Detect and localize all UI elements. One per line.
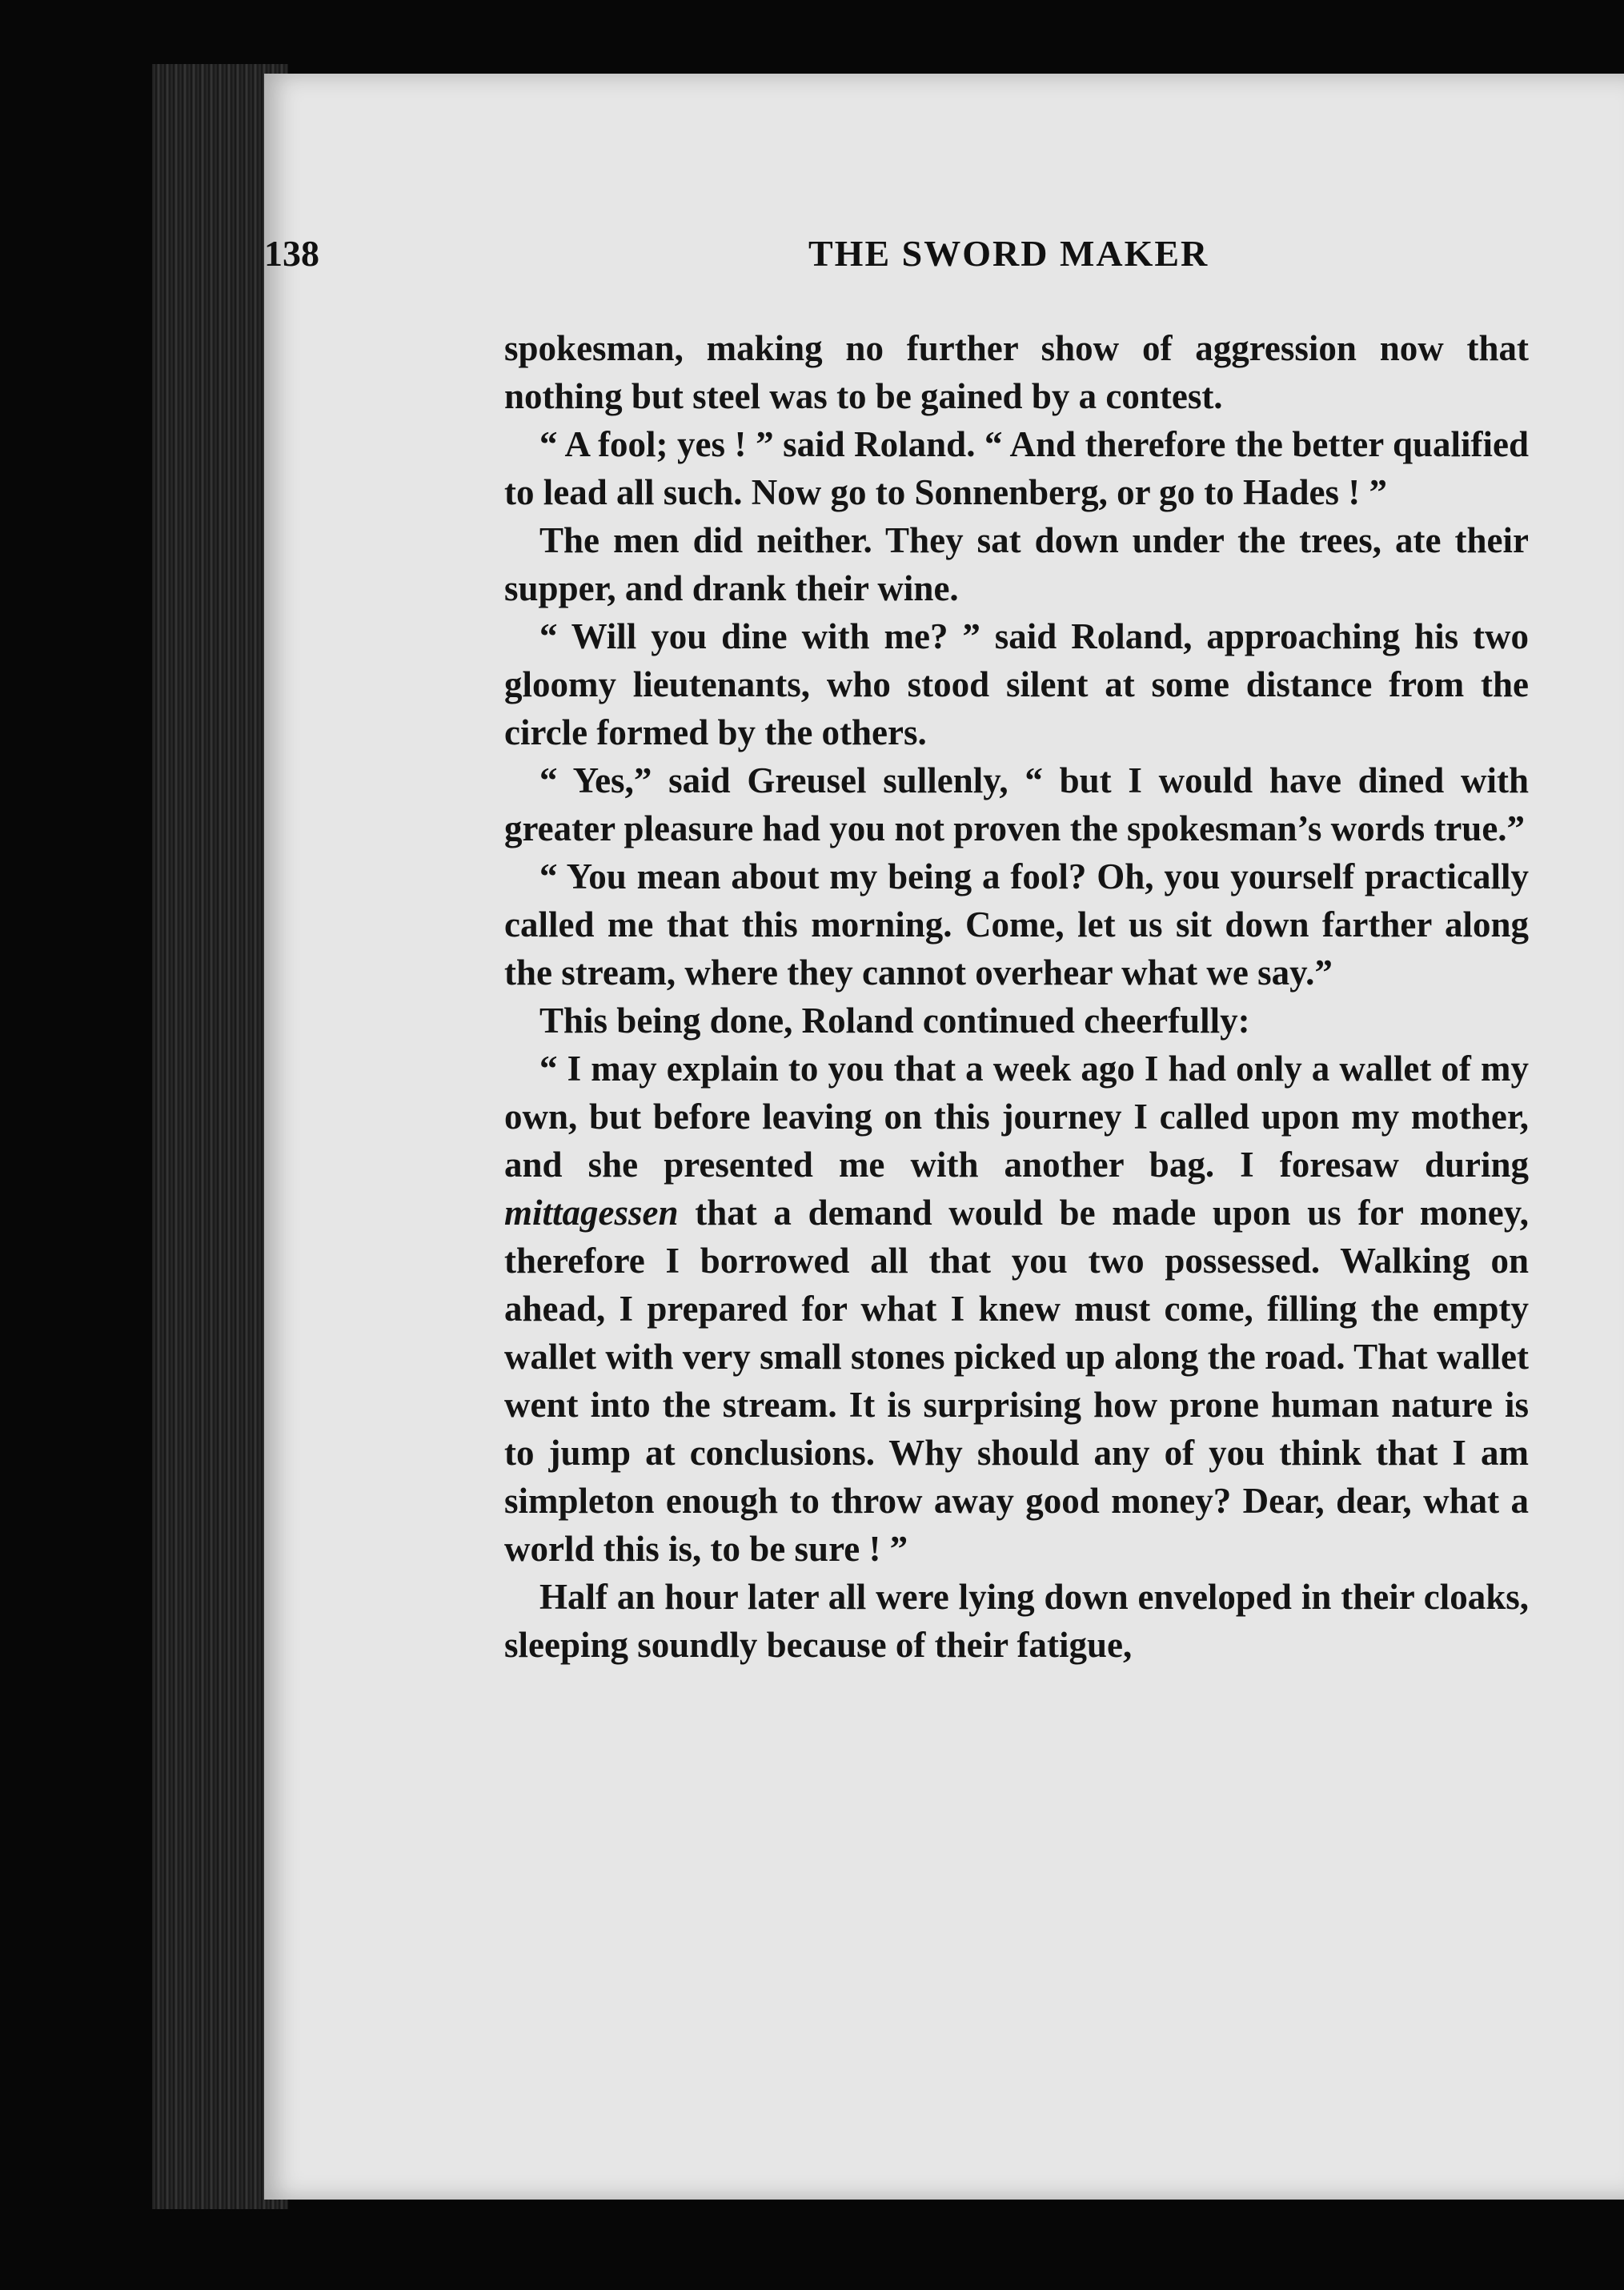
paragraph-3: The men did neither. They sat down under the trees, ate their supper, and drank their wine. [504, 520, 1529, 608]
paragraph-8-start: “ I may explain to you that a week ago I had only a wallet of my own, but before leaving on this journey I called upon my mother, and she presented me with another bag. I foresaw during [504, 1049, 1529, 1185]
body-text [504, 324, 1529, 1669]
paragraph-6: “ You mean about my being a fool? Oh, you yourself practically called me that this morning. Come, let us sit down farther along the stream, where they cannot overhear what we say.” [504, 856, 1529, 993]
paragraph-4: “ Will you dine with me? ” said Roland, approaching his two gloomy lieutenants, who stood silent at some distance from the circle formed by the others. [504, 616, 1529, 752]
foreign-word: mittagessen [504, 1193, 679, 1233]
page-number: 138 [264, 233, 319, 274]
paragraph-2: “ A fool; yes ! ” said Roland. “ And therefore the better qualified to lead all such. Now go to Sonnenberg, or go to Hades ! ” [504, 424, 1529, 512]
paragraph-7: This being done, Roland continued cheerfully: [539, 1001, 1250, 1041]
paragraph-8 [504, 1045, 1529, 1573]
paragraph-5: “ Yes,” said Greusel sullenly, “ but I would have dined with greater pleasure had you not proven the spokesman’s words true.” [504, 760, 1529, 848]
paragraph-1: spokesman, making no further show of aggression now that nothing but steel was to be gained by a contest. [504, 328, 1529, 416]
paragraph-9: Half an hour later all were lying down enveloped in their cloaks, sleeping soundly because of their fatigue, [504, 1577, 1529, 1665]
paragraph-8-end: that a demand would be made upon us for money, therefore I borrowed all that you two possessed. Walking on ahead, I prepared for what I knew must come, filling the empty wallet with very small stones picked up along the road. That wallet went into the stream. It is surprising how prone human nature is to jump at conclusions. Why should any of you think that I am simpleton enough to throw away good money? Dear, dear, what a world this is, to be sure ! ” [504, 1193, 1529, 1569]
running-title: THE SWORD MAKER [808, 233, 1209, 274]
